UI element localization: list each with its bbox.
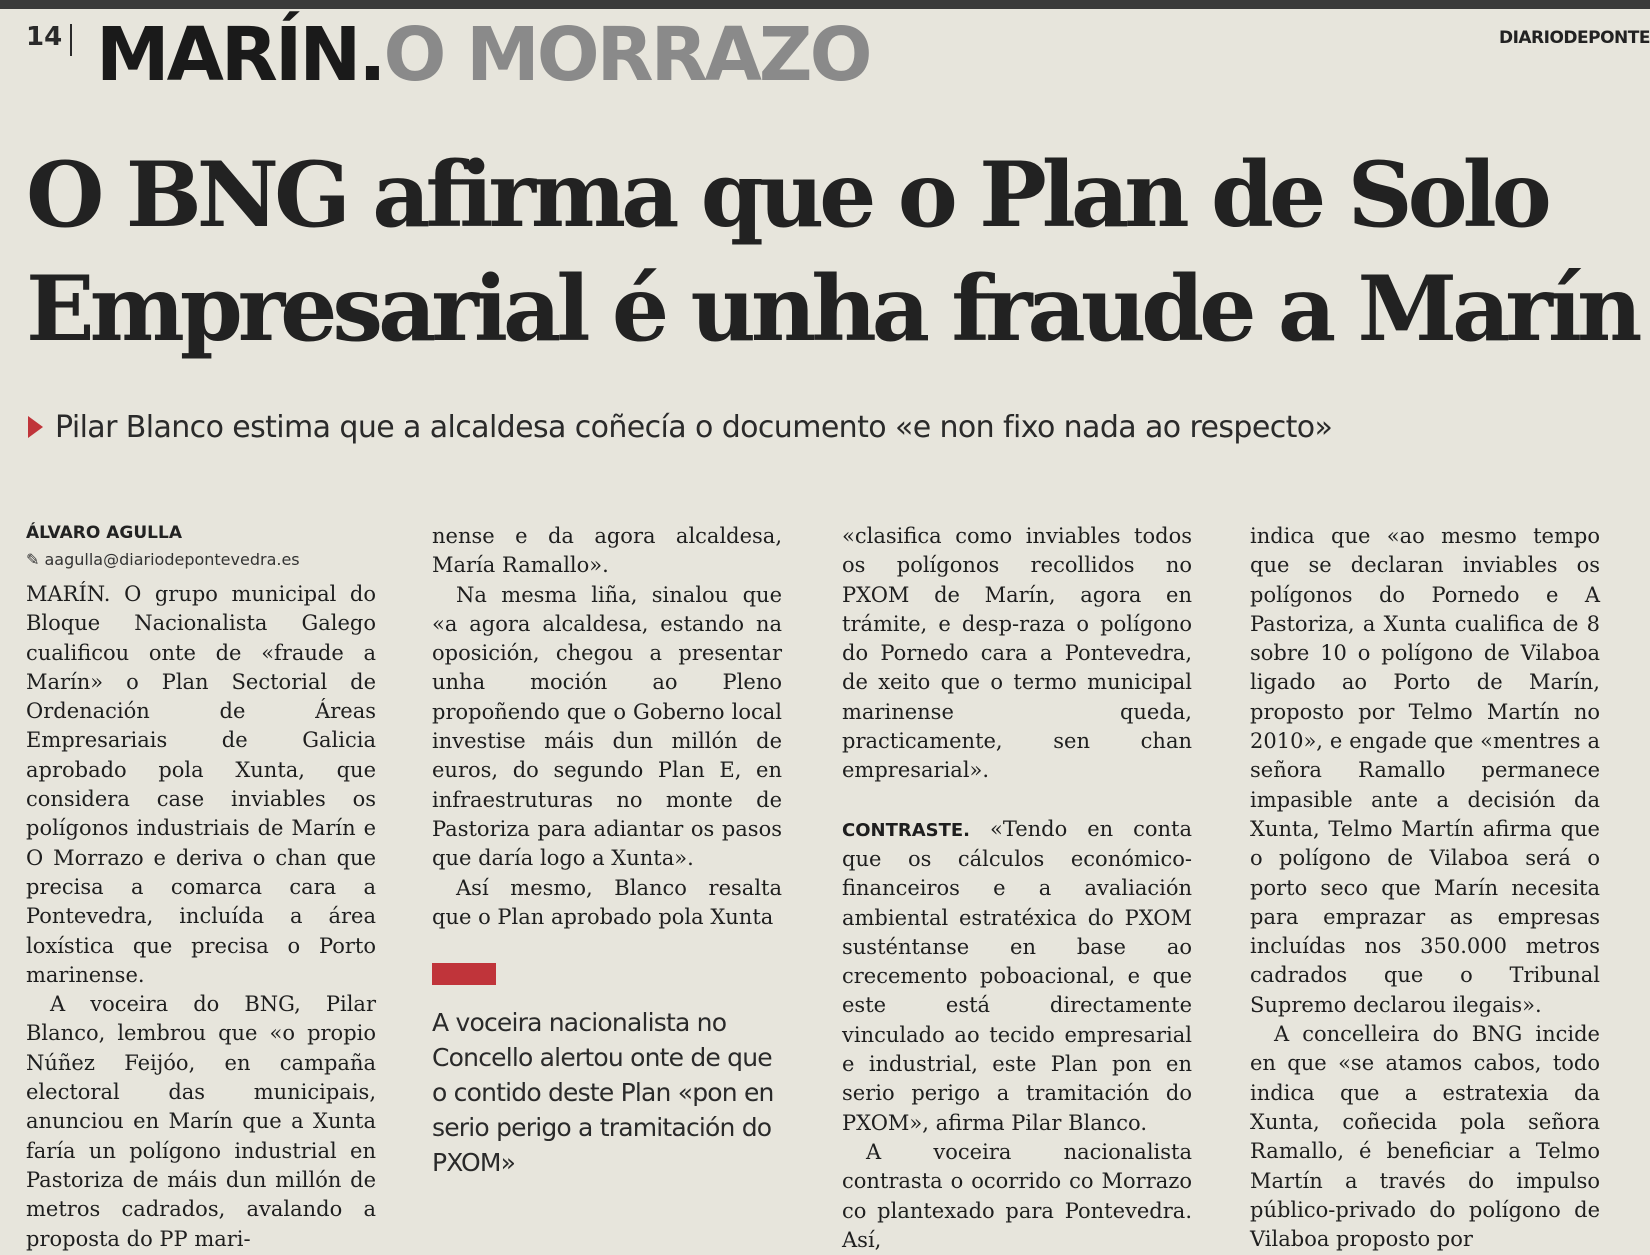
pullquote: A voceira nacionalista no Concello alertou onte de que o contido deste Plan «pon en serio perigo a tramitación do PXOM» — [432, 1008, 774, 1177]
column-1-paragraph-1 — [26, 580, 376, 990]
column-2 — [432, 522, 782, 932]
headline — [26, 138, 1636, 366]
page-number-divider — [70, 24, 72, 56]
top-rule — [0, 0, 1650, 9]
column-1-paragraph-1-text: O grupo municipal do Bloque Nacionalista Galego cualificou onte de «fraude a Marín» o Plan Sectorial de Ordenación de Áreas Empresariais de Galicia aprobado pola Xunta, que considera case inviables os polígonos industriais de Marín e O Morrazo e deriva o chan que precisa a comarca cara a Pontevedra, incluída a área loxística que precisa o Porto marinense. — [26, 582, 376, 987]
column-4-paragraph-1: indica que «ao mesmo tempo que se declaran inviables os polígonos do Pornedo e A Pastoriza, a Xunta cualifica de 8 sobre 10 o polígono de Vilaboa ligado ao Porto de Marín, proposto por Telmo Martín no 2010», e engade que «mentres a señora Ramallo permanece impasible ante a decisión da Xunta, Telmo Martín afirma que o polígono de Vilaboa será o porto seco que Marín necesita para emprazar as empresas incluídas nos 350.000 metros cadrados que o Tribunal Supremo declarou ilegais». — [1250, 524, 1600, 1017]
author-email-text: aagulla@diariodepontevedra.es — [44, 550, 300, 569]
column-2-paragraph-1: nense e da agora alcaldesa, María Ramallo». — [432, 524, 782, 578]
author-email — [26, 550, 300, 569]
column-3-paragraph-3: A voceira nacionalista contrasta o ocorrido co Morrazo co plantexado para Pontevedra. Así, — [842, 1139, 1192, 1252]
section-primary: MARÍN. — [96, 12, 384, 98]
column-4 — [1250, 522, 1600, 1254]
page-number: 14 — [26, 22, 63, 52]
red-triangle-icon — [28, 416, 43, 438]
column-3 — [842, 522, 1192, 1255]
column-2-paragraph-3: Así mesmo, Blanco resalta que o Plan aprobado pola Xunta — [432, 875, 782, 929]
column-3-paragraph-2-text: «Tendo en conta que os cálculos económico-financeiros e a avaliación ambiental estratéxica do PXOM susténtanse en base ao crecemento poboacional, e que este está directamente vinculado ao tecido empresarial e industrial, este Plan pon en serio perigo a tramitación do PXOM», afirma Pilar Blanco. — [842, 816, 1192, 1135]
column-3-paragraph-2 — [842, 815, 1192, 1138]
subheadline — [28, 410, 1332, 445]
column-3-paragraph-1: «clasifica como inviables todos os polígonos recollidos no PXOM de Marín, agora en trámite, e desp-raza o polígono do Pornedo cara a Pontevedra, de xeito que o termo municipal marinense queda, practicamente, sen chan empresarial». — [842, 524, 1192, 783]
section-title — [96, 10, 869, 100]
subheadline-text: Pilar Blanco estima que a alcaldesa coñecía o documento «e non fixo nada ao respecto» — [55, 410, 1333, 445]
column-1-paragraph-2: A voceira do BNG, Pilar Blanco, lembrou que «o propio Núñez Feijóo, en campaña electoral das municipais, anunciou en Marín que a Xunta faría un polígono industrial en Pastoriza de máis dun millón de metros cadrados, avalando a proposta do PP mari- — [26, 992, 376, 1251]
column-1 — [26, 580, 376, 1254]
masthead-logo: DIARIODEPONTE — [1498, 28, 1650, 48]
column-4-paragraph-2: A concelleira do BNG incide en que «se atamos cabos, todo indica que a estratexia da Xunta, coñecida pola señora Ramallo, é beneficiar a Telmo Martín a través do impulso público-privado do polígono de Vilaboa proposto por — [1250, 1022, 1600, 1252]
column-2-paragraph-2: Na mesma liña, sinalou que «a agora alcaldesa, estando na oposición, chegou a presentar unha moción ao Pleno propoñendo que o Goberno local investise máis dun millón de euros, do segundo Plan E, en infraestruturas no monte de Pastoriza para adiantar os pasos que daría logo a Xunta». — [432, 582, 782, 871]
section-secondary: O MORRAZO — [383, 12, 870, 98]
pullquote-marker — [432, 963, 496, 985]
headline-line-2: Empresarial é unha fraude a Marín — [26, 256, 1638, 362]
mail-pen-icon: ✎ — [26, 550, 40, 569]
subsection-lead: CONTRASTE. — [842, 819, 971, 841]
dateline: MARÍN. — [26, 582, 111, 606]
byline: ÁLVARO AGULLA — [26, 523, 183, 543]
headline-line-1: O BNG afirma que o Plan de Solo — [26, 142, 1547, 248]
